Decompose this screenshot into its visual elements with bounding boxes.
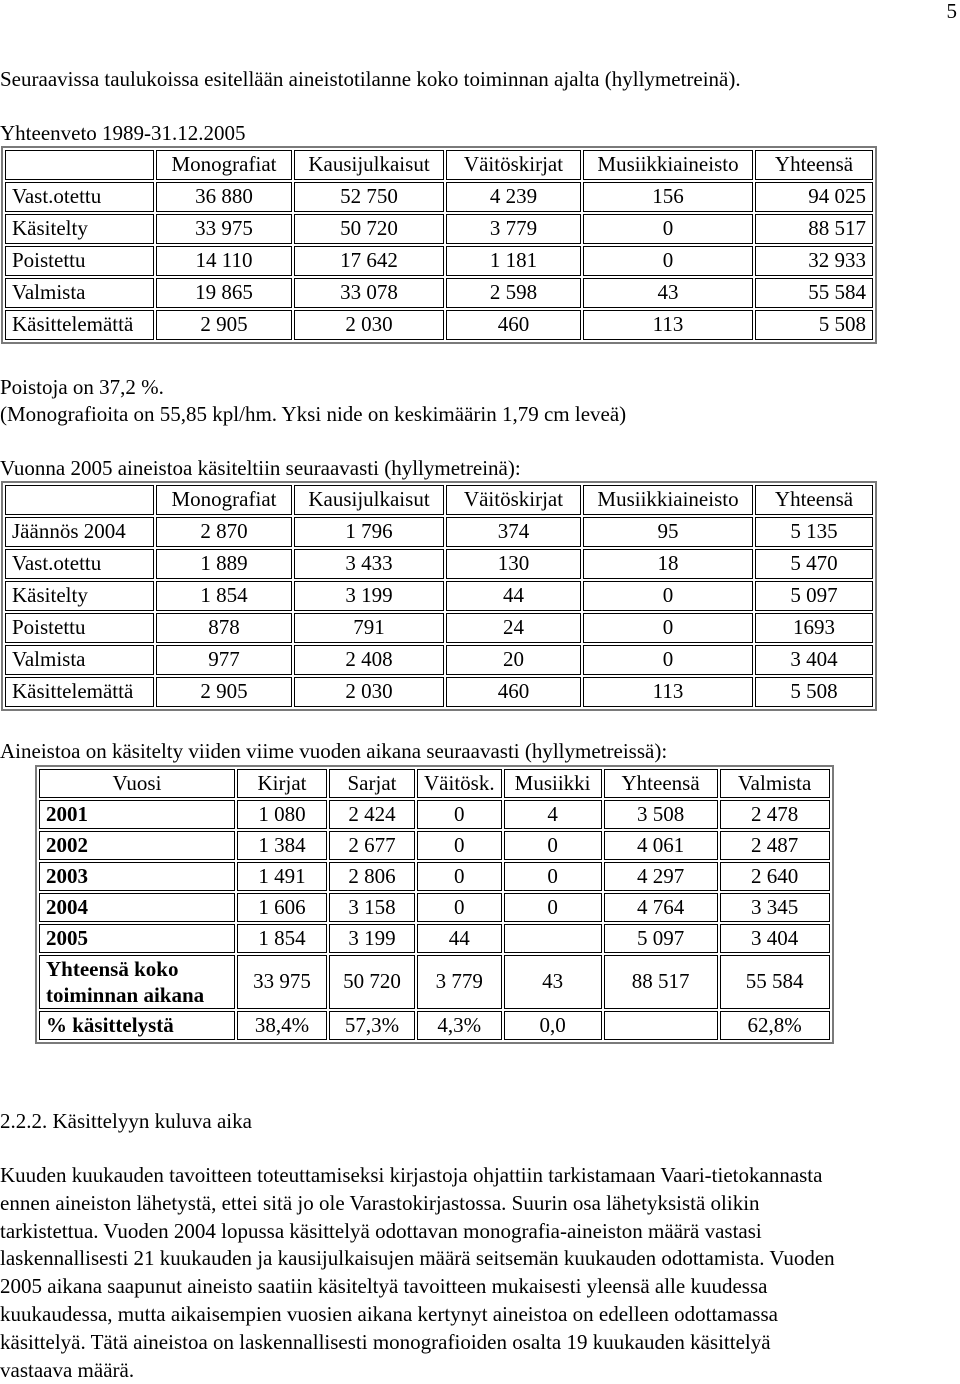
table-cell: 2 408 [294, 645, 444, 675]
table-row [5, 246, 873, 276]
total-label-line2: toiminnan aikana [46, 983, 205, 1007]
table-cell: 0 [504, 831, 602, 860]
table-cell: 18 [583, 549, 753, 579]
row-label: Käsittelemättä [5, 677, 154, 707]
table-cell: 0 [417, 893, 502, 922]
year-2005-table [1, 481, 877, 711]
table-cell: 5 097 [755, 581, 873, 611]
table-cell: 33 078 [294, 278, 444, 308]
paragraph-line: 2005 aikana saapunut aineisto saatiin käsiteltyä tavoitteen mukaisesti yleensä alle kuudessa [0, 1274, 768, 1299]
table-cell: 2 478 [720, 800, 830, 829]
table-cell: 2 905 [156, 677, 292, 707]
table-cell: 4 [504, 800, 602, 829]
paragraph-line: kuukaudessa, mutta aikaisempien vuosien aikana kertynyt aineistoa on edelleen odottamassa [0, 1301, 778, 1326]
paragraph-line: ennen aineiston lähetystä, ettei sitä jo ole Varastokirjastossa. Suurin osa lähetyksistä olikin [0, 1190, 760, 1215]
row-label: Vast.otettu [5, 182, 154, 212]
table-cell: 977 [156, 645, 292, 675]
table-cell: 0 [504, 862, 602, 891]
table-cell: 33 975 [237, 955, 327, 1009]
table-cell: 0 [583, 581, 753, 611]
table-cell: 3 404 [720, 924, 830, 953]
page-number: 5 [946, 0, 957, 23]
table-header-cell: Valmista [720, 769, 830, 798]
year-label: 2004 [39, 893, 235, 922]
table-cell: 3 404 [755, 645, 873, 675]
table-cell: 2 030 [294, 677, 444, 707]
table-row [39, 862, 830, 891]
table-cell: 0 [417, 862, 502, 891]
table-cell: 1 384 [237, 831, 327, 860]
table-cell: 2 677 [329, 831, 415, 860]
table-cell: 5 470 [755, 549, 873, 579]
table-cell: 36 880 [156, 182, 292, 212]
table-cell: 113 [583, 677, 753, 707]
table-cell: 32 933 [755, 246, 873, 276]
table-row [5, 549, 873, 579]
table-cell: 3 199 [329, 924, 415, 953]
table-cell: 4 061 [604, 831, 718, 860]
table-cell: 130 [446, 549, 581, 579]
table-cell: 1 181 [446, 246, 581, 276]
year-2005-title: Vuonna 2005 aineistoa käsiteltiin seuraavasti (hyllymetreinä): [0, 456, 521, 480]
table-cell: 0 [583, 246, 753, 276]
removal-note: Poistoja on 37,2 %. [0, 375, 164, 399]
row-label: Valmista [5, 278, 154, 308]
table-cell: 95 [583, 517, 753, 547]
table-cell: 0 [504, 893, 602, 922]
table-cell: 1 491 [237, 862, 327, 891]
table-header-cell: Kirjat [237, 769, 327, 798]
table-cell: 14 110 [156, 246, 292, 276]
table-cell: 5 135 [755, 517, 873, 547]
table-cell: 19 865 [156, 278, 292, 308]
table-cell: 2 424 [329, 800, 415, 829]
table-cell: 62,8% [720, 1011, 830, 1040]
table-header-cell: Väitöskirjat [446, 150, 581, 180]
table-row [5, 645, 873, 675]
table-cell: 0 [417, 800, 502, 829]
table-row [39, 800, 830, 829]
table-cell: 3 199 [294, 581, 444, 611]
row-label: Käsittelemättä [5, 310, 154, 340]
table-cell: 55 584 [720, 955, 830, 1009]
table-cell: 3 158 [329, 893, 415, 922]
table-header-cell: Sarjat [329, 769, 415, 798]
table-row [5, 278, 873, 308]
section-heading: 2.2.2. Käsittelyyn kuluva aika [0, 1109, 252, 1133]
table-cell: 88 517 [604, 955, 718, 1009]
table-cell [504, 924, 602, 953]
paragraph-line: vastaava määrä. [0, 1357, 135, 1382]
table-cell: 791 [294, 613, 444, 643]
year-label: 2002 [39, 831, 235, 860]
table-cell: 113 [583, 310, 753, 340]
table-cell: 88 517 [755, 214, 873, 244]
table-cell: 1 854 [156, 581, 292, 611]
table-cell: 5 508 [755, 310, 873, 340]
table-cell: 1 080 [237, 800, 327, 829]
table-cell: 44 [446, 581, 581, 611]
table-row [39, 893, 830, 922]
table-cell: 2 487 [720, 831, 830, 860]
table-header-cell: Musiikkiaineisto [583, 150, 753, 180]
table-header-cell [5, 150, 154, 180]
year-label: 2003 [39, 862, 235, 891]
table-cell: 2 640 [720, 862, 830, 891]
table-row [39, 924, 830, 953]
summary-title: Yhteenveto 1989-31.12.2005 [0, 121, 246, 145]
table-total-row [39, 955, 830, 1009]
table-cell: 5 508 [755, 677, 873, 707]
total-label [39, 955, 235, 1009]
table-cell: 94 025 [755, 182, 873, 212]
table-cell: 2 870 [156, 517, 292, 547]
table-header-cell: Väitösk. [417, 769, 502, 798]
table-cell: 3 779 [417, 955, 502, 1009]
table-cell: 374 [446, 517, 581, 547]
table-cell: 24 [446, 613, 581, 643]
table-cell: 878 [156, 613, 292, 643]
table-row [5, 310, 873, 340]
table-cell: 0,0 [504, 1011, 602, 1040]
table-cell: 460 [446, 677, 581, 707]
table-cell: 1 889 [156, 549, 292, 579]
table-row [5, 677, 873, 707]
table-cell: 3 433 [294, 549, 444, 579]
five-years-table [35, 765, 834, 1044]
table-cell: 156 [583, 182, 753, 212]
year-label: 2001 [39, 800, 235, 829]
table-percent-row [39, 1011, 830, 1040]
table-cell: 0 [583, 645, 753, 675]
table-cell: 20 [446, 645, 581, 675]
table-cell: 4,3% [417, 1011, 502, 1040]
table-cell: 4 764 [604, 893, 718, 922]
table-header-cell: Musiikkiaineisto [583, 485, 753, 515]
table-cell: 44 [417, 924, 502, 953]
table-cell: 50 720 [294, 214, 444, 244]
row-label: Jäännös 2004 [5, 517, 154, 547]
table-header-cell: Monografiat [156, 485, 292, 515]
table-cell: 4 239 [446, 182, 581, 212]
table-header-cell: Yhteensä [755, 485, 873, 515]
table-cell: 43 [583, 278, 753, 308]
table-header-cell: Vuosi [39, 769, 235, 798]
row-label: Käsitelty [5, 581, 154, 611]
table-row [5, 581, 873, 611]
table-header-cell: Musiikki [504, 769, 602, 798]
table-cell: 43 [504, 955, 602, 1009]
table-cell: 460 [446, 310, 581, 340]
table-header-row [5, 150, 873, 180]
year-label: 2005 [39, 924, 235, 953]
total-label-line1: Yhteensä koko [46, 957, 179, 981]
table-cell: 5 097 [604, 924, 718, 953]
table-cell: 0 [583, 214, 753, 244]
table-cell: 0 [583, 613, 753, 643]
table-cell: 55 584 [755, 278, 873, 308]
table-header-cell: Yhteensä [755, 150, 873, 180]
table-cell: 38,4% [237, 1011, 327, 1040]
paragraph-line: laskennallisesti 21 kuukauden ja kausijulkaisujen määrä seitsemän kuukauden odottamista. Vuoden [0, 1246, 835, 1271]
table-header-cell: Yhteensä [604, 769, 718, 798]
table-header-cell: Kausijulkaisut [294, 150, 444, 180]
table-cell: 52 750 [294, 182, 444, 212]
table-cell: 3 345 [720, 893, 830, 922]
table-cell: 0 [417, 831, 502, 860]
table-cell: 3 779 [446, 214, 581, 244]
paragraph-line: käsittelyä. Tätä aineistoa on laskennallisesti monografioiden osalta 19 kuukauden käsittelyä [0, 1329, 771, 1354]
table-cell: 50 720 [329, 955, 415, 1009]
table-header-cell: Väitöskirjat [446, 485, 581, 515]
table-header-row [39, 769, 830, 798]
table-row [5, 517, 873, 547]
table-cell [604, 1011, 718, 1040]
table-row [39, 831, 830, 860]
table-cell: 1 606 [237, 893, 327, 922]
table-cell: 1693 [755, 613, 873, 643]
table-cell: 2 806 [329, 862, 415, 891]
table-cell: 57,3% [329, 1011, 415, 1040]
table-header-cell: Monografiat [156, 150, 292, 180]
table-cell: 2 598 [446, 278, 581, 308]
row-label: Poistettu [5, 613, 154, 643]
table-row [5, 214, 873, 244]
summary-table [1, 146, 877, 344]
table-cell: 3 508 [604, 800, 718, 829]
table-cell: 2 030 [294, 310, 444, 340]
table-header-cell: Kausijulkaisut [294, 485, 444, 515]
row-label: Käsitelty [5, 214, 154, 244]
table-cell: 1 854 [237, 924, 327, 953]
five-years-title: Aineistoa on käsitelty viiden viime vuoden aikana seuraavasti (hyllymetreissä): [0, 739, 668, 763]
table-header-cell [5, 485, 154, 515]
row-label: Poistettu [5, 246, 154, 276]
body-paragraph [0, 1162, 958, 1384]
table-cell: 33 975 [156, 214, 292, 244]
percent-label: % käsittelystä [39, 1011, 235, 1040]
table-cell: 1 796 [294, 517, 444, 547]
row-label: Vast.otettu [5, 549, 154, 579]
table-cell: 17 642 [294, 246, 444, 276]
intro-text: Seuraavissa taulukoissa esitellään aineistotilanne koko toiminnan ajalta (hyllymetreinä). [0, 67, 741, 91]
table-row [5, 613, 873, 643]
table-row [5, 182, 873, 212]
table-cell: 4 297 [604, 862, 718, 891]
row-label: Valmista [5, 645, 154, 675]
table-cell: 2 905 [156, 310, 292, 340]
monograph-note: (Monografioita on 55,85 kpl/hm. Yksi nide on keskimäärin 1,79 cm leveä) [0, 402, 627, 426]
paragraph-line: tarkistettua. Vuoden 2004 lopussa käsittelyä odottavan monografia-aineiston määrä vastasi [0, 1218, 762, 1243]
table-header-row [5, 485, 873, 515]
paragraph-line: Kuuden kuukauden tavoitteen toteuttamiseksi kirjastoja ohjattiin tarkistamaan Vaari-tietokannasta [0, 1163, 823, 1187]
